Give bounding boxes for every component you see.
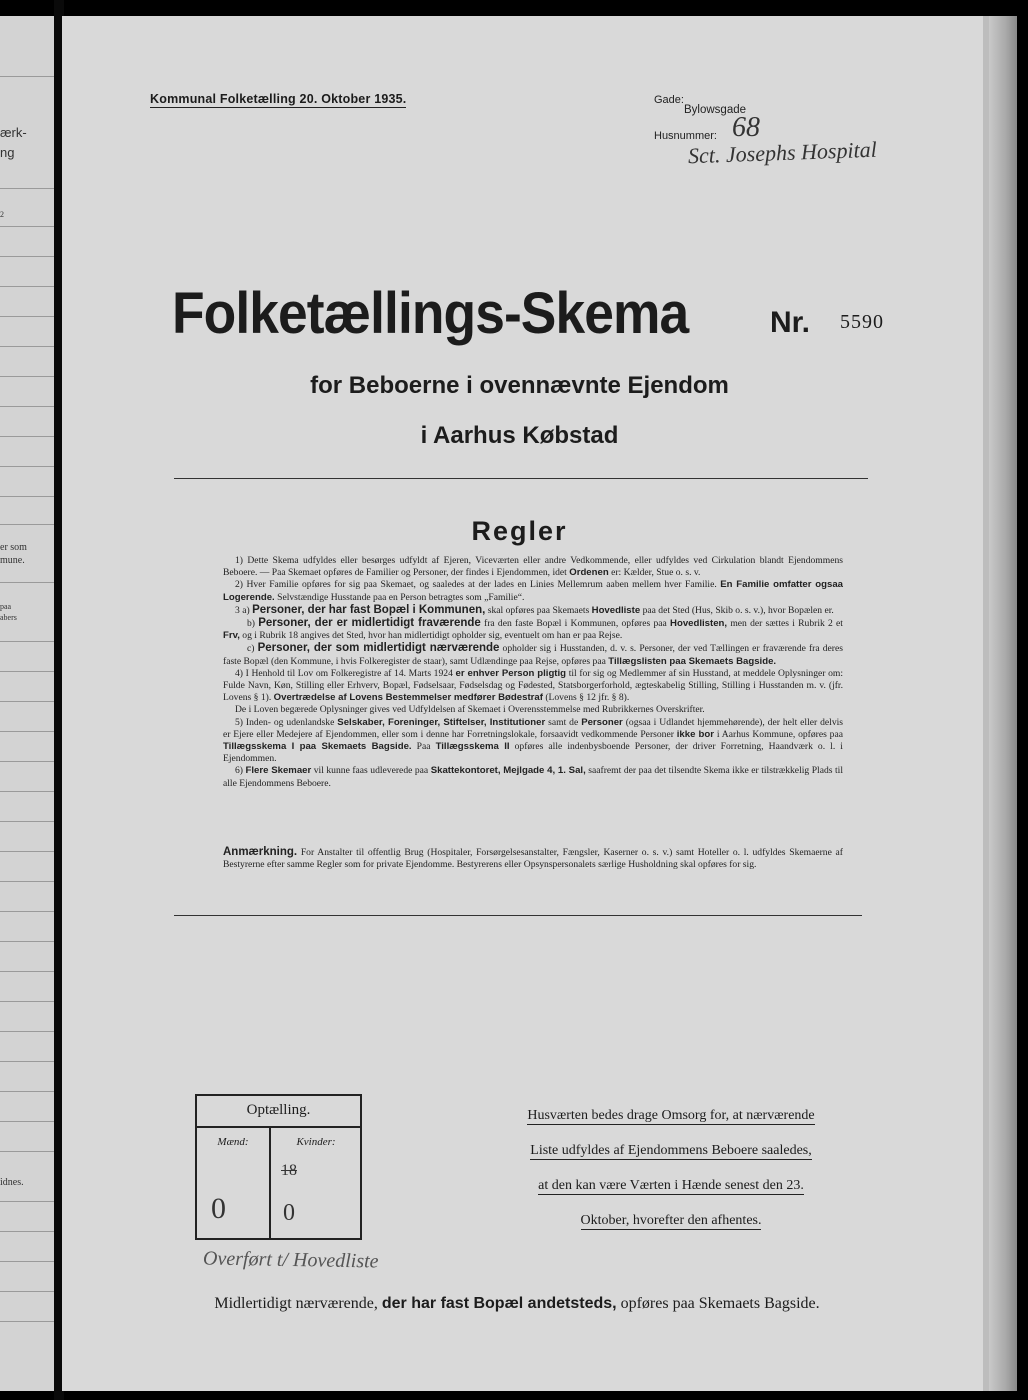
- notice-line: at den kan være Værten i Hænde senest den 23.: [538, 1178, 804, 1193]
- rule-1: 1) Dette Skema udfyldes eller besørges udfyldt af Ejeren, Viceværten eller andre Vedkommende, eller udfyldes ved Cirkulation blandt Ejendommens Beboere. — Paa Skemaet opføres de Familier og Personer, der findes i Ejendommen, idet Ordenen er: Kælder, Stue o. s. v.: [223, 555, 843, 579]
- men-count: 0: [211, 1192, 226, 1225]
- rule-3b: b) Personer, der er midlertidigt fraværende fra den faste Bopæl i Kommunen, opføres paa Hovedlisten, men der sættes i Rubrik 2 et Frv, og i Rubrik 18 angives det Sted, hvor han midlertidigt opholder sig, eventuelt om han er paa Rejse.: [223, 617, 843, 642]
- count-box: [195, 1094, 362, 1240]
- divider: [174, 915, 862, 916]
- divider: [174, 478, 868, 479]
- left-text: ng: [0, 145, 15, 160]
- rule-5: 5) Inden- og udenlandske Selskaber, Foreninger, Stiftelser, Institutioner samt de Personer (ogsaa i Udlandet hjemmehørende), der helt eller delvis er Ejere eller Medejere af Ejendommen, eller som i denne har Forretningslokale, forsaavidt vedkommende Personer ikke bor i Aarhus Kommune, opføres paa Tillægsskema I paa Skemaets Bagside. Paa Tillægsskema II opføres alle indenbysboende Personer, der driver Forretning, Haandværk o. l. i Ejendommen.: [223, 716, 844, 765]
- house-number-value: 68: [732, 112, 760, 143]
- rules-heading: Regler: [471, 516, 568, 546]
- footer-note: Midlertidigt nærværende, der har fast Bopæl andetsteds, opføres paa Skemaets Bagside.: [214, 1295, 820, 1312]
- page-edge: [989, 16, 1017, 1391]
- remark-body: For Anstalter til offentlig Brug (Hospitaler, Forsørgelsesanstalter, Fængsler, Kaserner o. s. v.) samt Hoteller o. l. udfyldes Skemaerne af Bestyrerne efter samme Regler som for private Ejendomme. Bestyrerens eller Opsynspersonalets særlige Husholdning skal opføres for sig.: [223, 847, 843, 871]
- house-number-label: Husnummer:: [654, 130, 717, 142]
- count-title: Optælling.: [246, 1102, 311, 1118]
- census-date-header: Kommunal Folketælling 20. Oktober 1935.: [150, 92, 407, 106]
- left-text: er som: [0, 542, 27, 553]
- rule-3c: c) Personer, der som midlertidigt nærværende opholder sig i Husstanden, d. v. s. Personer, der ved Tællingen er fraværende fra deres faste Bopæl (den Kommune, i hvis Folkeregister de staar), samt Udlændinge paa Rejse, opføres paa Tillægslisten paa Skemaets Bagside.: [223, 642, 843, 667]
- rules-text: [223, 555, 843, 790]
- street-value: Bylowsgade: [684, 104, 747, 116]
- women-count: 0: [283, 1200, 295, 1226]
- form-subtitle: for Beboerne i ovennævnte Ejendom: [310, 372, 729, 399]
- remark-text: [223, 846, 843, 872]
- left-text: 2: [0, 210, 4, 219]
- street-label: Gade:: [654, 94, 684, 106]
- women-struck-value: 18: [281, 1162, 297, 1179]
- rule-6: 6) Flere Skemaer vil kunne faas udleverede paa Skattekontoret, Mejlgade 4, 1. Sal, saafremt der paa det tilsendte Skema ikke er tilstrækkelig Plads til alle Ejendommens Beboere.: [223, 765, 843, 789]
- rule-2: 2) Hver Familie opføres for sig paa Skemaet, og saaledes at der lades en Linies Mellemrum aaben mellem hver Familie. En Familie omfatter ogsaa Logerende. Selvstændige Husstande paa en Person betragtes som „Familie“.: [223, 579, 844, 603]
- rule-3a: 3 a) Personer, der har fast Bopæl i Kommunen, skal opføres paa Skemaets Hovedliste paa det Sted (Hus, Skib o. s. v.), hvor Bopælen er.: [235, 603, 834, 616]
- transfer-note: Overført t/ Hovedliste: [202, 1247, 379, 1273]
- left-text: idnes.: [0, 1177, 24, 1188]
- left-text: ærk-: [0, 125, 27, 140]
- left-text: abers: [0, 613, 17, 622]
- notice-line: Husværten bedes drage Omsorg for, at nærværende: [527, 1108, 815, 1123]
- left-text: mune.: [0, 555, 25, 566]
- men-label: Mænd:: [217, 1136, 249, 1148]
- left-page-strip: [0, 16, 54, 1391]
- form-subtitle-city: i Aarhus Købstad: [420, 422, 619, 449]
- building-note: Sct. Josephs Hospital: [687, 136, 878, 169]
- left-text: paa: [0, 602, 12, 611]
- form-title: Folketællings-Skema: [172, 281, 689, 346]
- women-label: Kvinder:: [296, 1136, 336, 1148]
- rule-4-note: De i Loven begærede Oplysninger gives ved Udfyldelsen af Skemaet i Overensstemmelse med Rubrikkernes Overskrifter.: [235, 704, 705, 716]
- landlord-notice: [503, 1106, 839, 1246]
- remark-title: Anmærkning.: [223, 846, 298, 858]
- notice-line: Liste udfyldes af Ejendommens Beboere saaledes,: [530, 1143, 812, 1158]
- form-number-value: 5590: [840, 311, 884, 333]
- form-number-label: Nr.: [770, 306, 811, 339]
- rule-4: 4) I Henhold til Lov om Folkeregistre af 14. Marts 1924 er enhver Person pligtig til for sig og Medlemmer af sin Husstand, at meddele Oplysninger om: Fulde Navn, Køn, Stilling eller Erhverv, Bopæl, Fødselsaar, Fødselsdag og Fødested, Statsborgerforhold, ægteskabelig Stilling, Stilling i Husstanden m. v. (jfr. Lovens § 1). Overtrædelse af Lovens Bestemmelser medfører Bødestraf (Lovens § 12 jfr. § 8).: [223, 667, 844, 704]
- notice-line: Oktober, hvorefter den afhentes.: [580, 1213, 762, 1228]
